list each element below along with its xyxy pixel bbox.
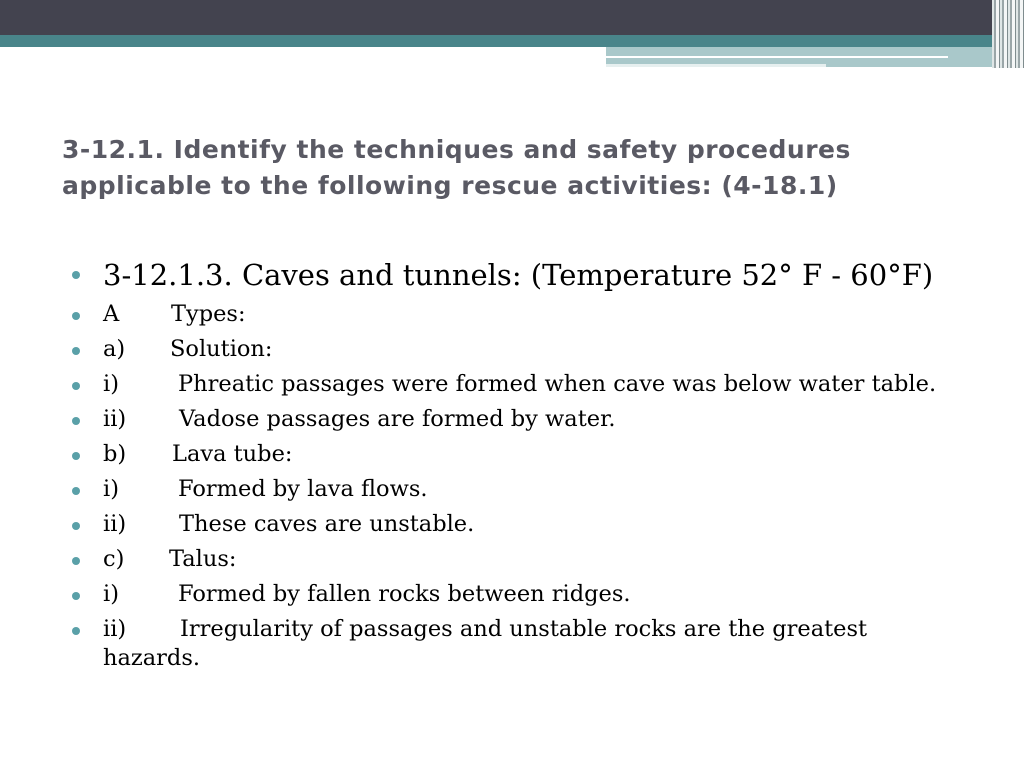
bullet-item: [72, 300, 952, 329]
header-accent-line-lower: [606, 64, 826, 67]
bullet-text: Solution:: [170, 336, 273, 362]
bullet-text: Formed by fallen rocks between ridges.: [178, 581, 631, 607]
bullet-item: [72, 580, 952, 609]
bullet-text: Formed by lava flows.: [178, 476, 428, 502]
bullet-label: 3-12.1.3.: [103, 258, 233, 292]
bullet-item: [72, 475, 952, 504]
bullet-label: i): [103, 476, 119, 502]
bullet-text: Caves and tunnels: (Temperature 52° F - 60°F): [241, 258, 934, 292]
bullet-icon: [72, 347, 80, 355]
header-teal-band: [0, 35, 1024, 47]
bullet-icon: [72, 382, 80, 390]
bullet-label: ii): [103, 406, 127, 432]
bullet-label: ii): [103, 616, 127, 642]
bullet-item: [72, 255, 952, 295]
header-accent-line: [606, 56, 948, 58]
bullet-icon: [72, 271, 80, 279]
bullet-label: a): [103, 336, 126, 362]
bullet-text: Vadose passages are formed by water.: [179, 406, 616, 432]
bullet-icon: [72, 592, 80, 600]
bullet-label: c): [103, 546, 125, 572]
bullet-item: [72, 335, 952, 364]
bullet-item: [72, 545, 952, 574]
bullet-text: These caves are unstable.: [179, 511, 475, 537]
bullet-label: b): [103, 441, 127, 467]
bullet-label: i): [103, 371, 119, 397]
bullet-icon: [72, 452, 80, 460]
bullet-text: Lava tube:: [172, 441, 293, 467]
bullet-icon: [72, 312, 80, 320]
bullet-icon: [72, 417, 80, 425]
slide-title-line-1: 3-12.1. Identify the techniques and safety procedures: [62, 135, 851, 164]
header-dark-band: [0, 0, 1024, 35]
slide-title: [62, 132, 962, 204]
bullet-label: i): [103, 581, 119, 607]
bullet-text: Talus:: [169, 546, 237, 572]
bullet-item: [72, 510, 952, 539]
bullet-label: A: [103, 301, 120, 327]
bullet-item: [72, 405, 952, 434]
bullet-icon: [72, 522, 80, 530]
bullet-item: [72, 370, 952, 399]
bullet-text: Irregularity of passages and unstable rocks are the greatest hazards.: [103, 616, 868, 671]
bullet-icon: [72, 627, 80, 635]
header-corner-stripes: [992, 0, 1024, 68]
bullet-item: [72, 440, 952, 469]
bullet-label: ii): [103, 511, 127, 537]
bullet-item: [72, 615, 952, 673]
bullet-icon: [72, 487, 80, 495]
slide-title-line-2: applicable to the following rescue activities: (4-18.1): [62, 171, 838, 200]
bullet-text: Types:: [171, 301, 246, 327]
bullet-list: [72, 255, 952, 679]
bullet-icon: [72, 557, 80, 565]
bullet-text: Phreatic passages were formed when cave was below water table.: [178, 371, 937, 397]
